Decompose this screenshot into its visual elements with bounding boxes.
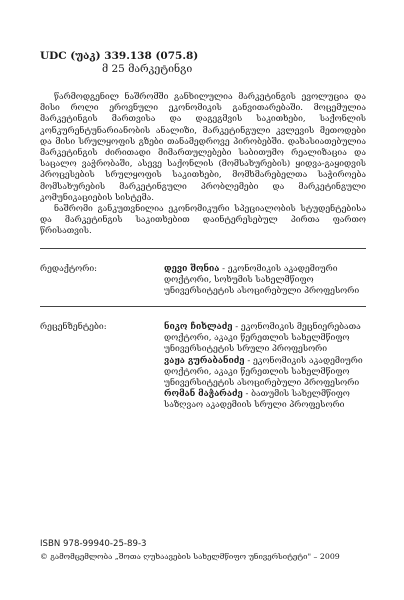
reviewers-block [40, 322, 366, 412]
reviewer-name: ვაჟა გურაბანიძე [164, 355, 245, 366]
reviewers-label: რეცენზენტები: [40, 322, 107, 332]
udc-classification [40, 50, 198, 76]
editor-name: დევი შონია [164, 264, 220, 274]
reviewer-desc: - ბათუმის სახელმწიფო საზღვაო აკადემიის სრული პროფესორი [164, 389, 350, 411]
copyright-notice: © გამომცემლობა „შოთა ღუხაავების სახელმწიფო უნივერსიტეტი" – 2009 [40, 552, 340, 561]
reviewer-name: რომან მაჭარაძე [164, 389, 243, 400]
reviewer-desc: - ეკონომიკის აკადემიური დოქტორი, აკაკი წერეთლის სახელმწიფო უნივერსიტეტის ასოცირებული პროფესორი [164, 355, 363, 389]
reviewer-entry [164, 389, 366, 411]
editor-label: რედაქტორი: [40, 264, 98, 274]
reviewer-entry [164, 322, 366, 356]
udc-code: UDC (უაკ) 339.138 (075.8) [40, 50, 199, 62]
book-abstract [40, 92, 366, 238]
reviewer-name: ნიკო ჩიხლაძე [164, 322, 233, 332]
reviewer-desc: - ეკონომიკის მეცნიერებათა დოქტორი, აკაკი წერეთლის სახელმწიფო უნივერსიტეტის სრული პროფესორი [164, 322, 361, 355]
reviewer-entry [164, 356, 366, 390]
divider-top [40, 248, 366, 249]
editor-block [40, 264, 366, 298]
divider-middle [40, 306, 366, 307]
udc-subject: მ 25 მარკეტინგი [102, 63, 193, 75]
abstract-paragraph-2: ნაშრომი განკუთვნილია ეკონომიკური სპეციალობის სტუდენტებისა და მარკეტინგის საკითხებით დაინტერესებულ პირთა ფართო წრისათვის. [40, 204, 366, 237]
editor-entry [164, 264, 366, 298]
isbn-number: ISBN 978-99940-25-89-3 [40, 539, 147, 549]
abstract-paragraph-1: წარმოდგენილ ნაშრომში განხილულია მარკეტინგის ევოლუცია და მისი როლი ეროვნული ეკონომიკის განვითარებაში. მოცემულია მარკეტინგის მართვისა და დაგეგმვის საკითხები, საქონლის კონკურენტუნარიანობის ანალიზი, მარკეტინგული კვლევის მეთოდები და მისი სრულყოფის გზები თანამედროვე პირობებში. დახასიათებულია მარკეტინგის ძირითადი მიმართულებები საბითუმო რეალიზაცია და საცალო ვაჭრობაში, ასევე საქონლის (მომსახურების) ყიდვა-გაყიდვის პროცესების სრულყოფის საკითხები, მომხმარებელთა საჭიროება მომსახურების მარკეტინგული პრობლემები და მარკეტინგული კომუნიკაციების სისტემა. [40, 92, 366, 203]
editor-desc: - ეკონომიკის აკადემიური დოქტორი, სოხუმის სახელმწიფო უნივერსიტეტის ასოცირებული პროფესორი [164, 264, 360, 297]
